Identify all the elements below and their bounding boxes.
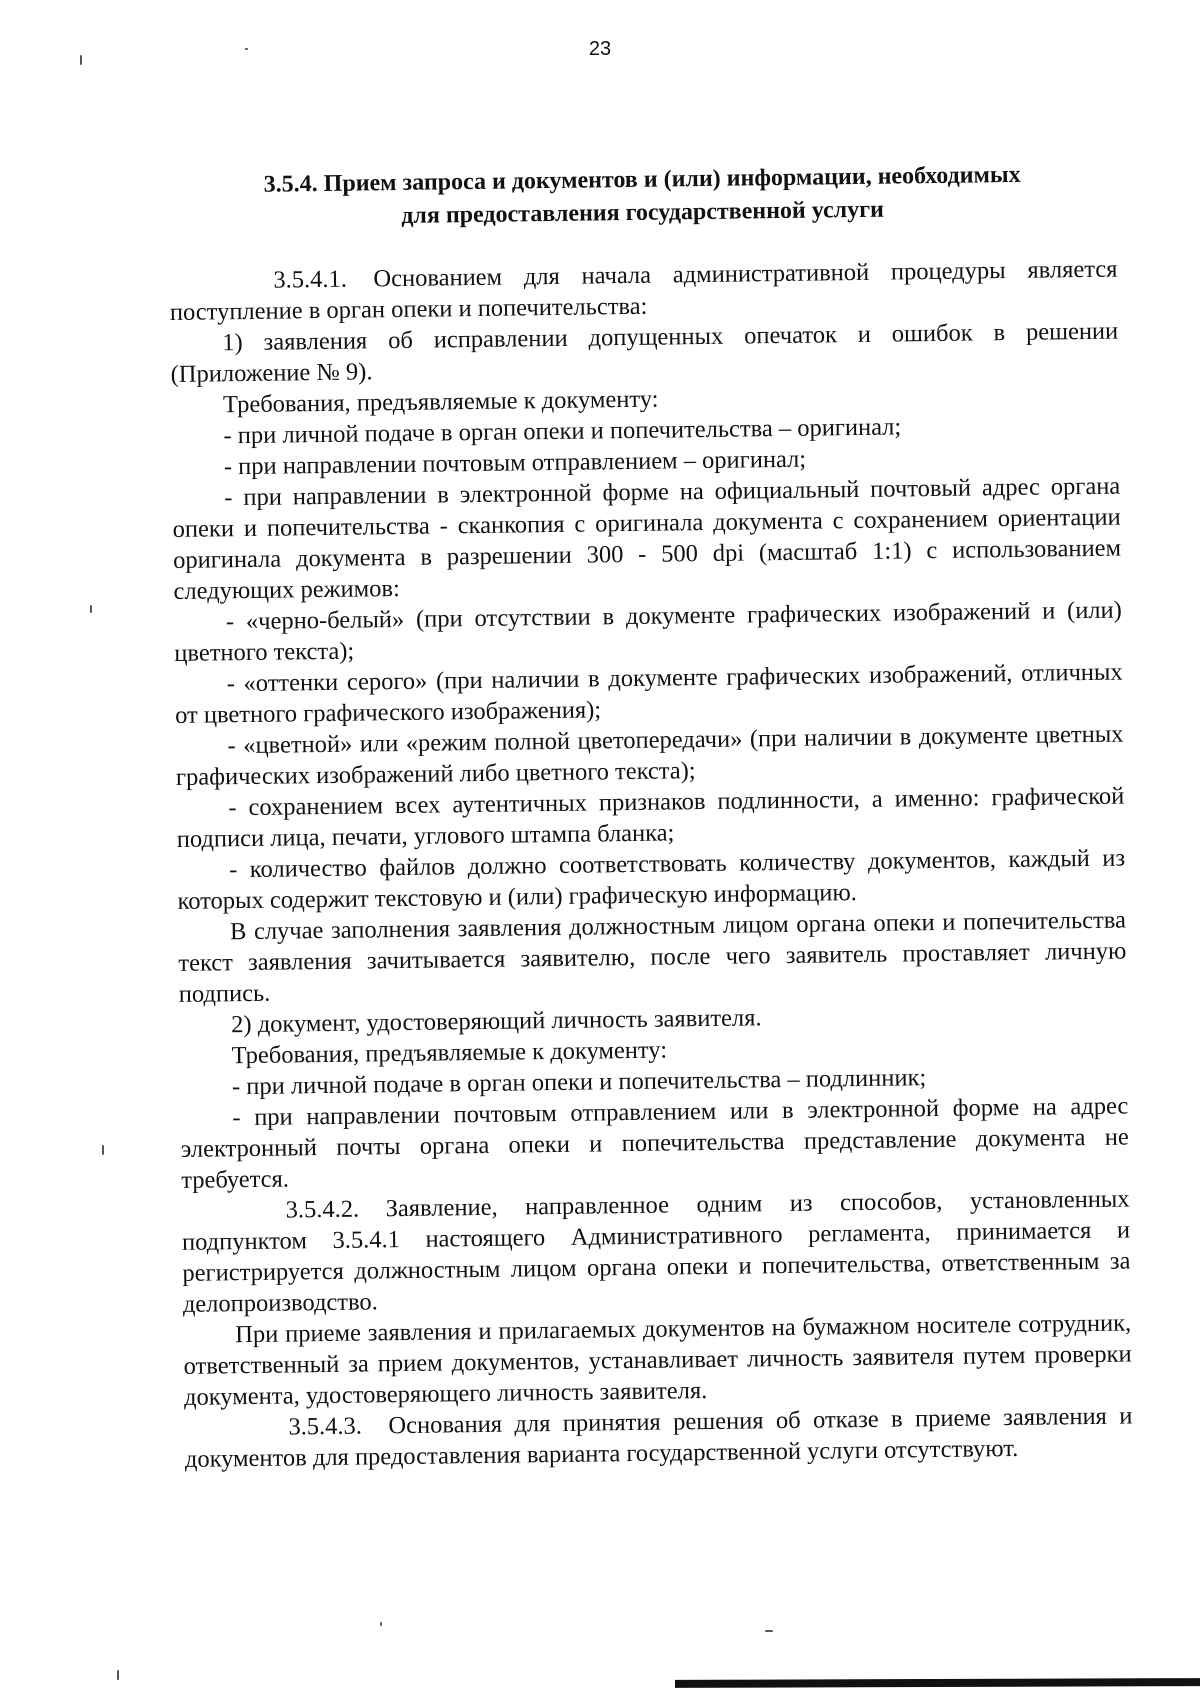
paragraph: - сохранением всех аутентичных признаков подлинности, а именно: графической подписи лица, печати, углового штампа бланка; — [176, 782, 1125, 853]
scan-speck — [90, 605, 92, 613]
paragraph: - при личной подаче в орган опеки и попечительства – оригинал; — [223, 413, 902, 450]
paragraph: 1) заявления об исправлении допущенных опечаток и ошибок в решении (Приложение № 9). — [170, 317, 1119, 388]
clause-number: 3.5.4.1. — [273, 265, 348, 294]
scan-speck — [102, 1145, 104, 1155]
scan-speck — [80, 55, 82, 65]
scan-speck — [245, 48, 248, 50]
scan-edge-line — [675, 1678, 1200, 1688]
paragraph: - количество файлов должно соответствовать количеству документов, каждый из которых содержит текстовую и (или) графическую информацию. — [177, 844, 1126, 915]
paragraph: - при направлении в электронной форме на официальный почтовый адрес органа опеки и попечительства - сканкопия с оригинала документа с сохранением ориентации оригинала документа в разрешении 300 - 500 dpi (масштаб 1:1) с использованием следующих режимов: — [172, 472, 1122, 605]
paragraph: - «черно-белый» (при отсутствии в документе графических изображений и (или) цветного текста); — [174, 596, 1123, 667]
paragraph-3-5-4-2 — [181, 1184, 1131, 1320]
paragraph-text: Заявление, направленное одним из способов, установленных подпунктом 3.5.4.1 настоящего Административного регламента, принимается и регистрируется должностным лицом органа опеки и попечительства, ответственным за делопроизводство. — [181, 1185, 1131, 1318]
section-heading-line-1: 3.5.4. Прием запроса и документов и (или) информации, необходимых — [263, 161, 1021, 198]
document-body — [168, 158, 1133, 1475]
paragraph: При приеме заявления и прилагаемых документов на бумажном носителе сотрудник, ответственный за прием документов, устанавливает личность заявителя путем проверки документа, удостоверяющего личность заявителя. — [183, 1309, 1132, 1411]
clause-number: 3.5.4.3. — [288, 1412, 363, 1441]
paragraph: Требования, предъявляемые к документу: — [222, 385, 659, 419]
section-heading — [168, 158, 1117, 236]
paragraph: - при направлении почтовым отправлением или в электронной форме на адрес электронный почты органа опеки и попечительства представление документа не требуется. — [180, 1092, 1129, 1194]
scan-speck — [765, 1630, 773, 1632]
scan-speck — [380, 1622, 382, 1626]
clause-number: 3.5.4.2. — [285, 1195, 360, 1224]
page-number: 23 — [588, 38, 612, 60]
paragraph-text: Основания для принятия решения об отказе в приеме заявления и документов для предоставления варианта государственной услуги отсутствуют. — [184, 1402, 1133, 1473]
section-heading-line-2: для предоставления государственной услуги — [401, 196, 885, 229]
paragraph: - при направлении почтовым отправлением – оригинал; — [223, 445, 807, 481]
paragraph: 2) документ, удостоверяющий личность заявителя. — [231, 1004, 762, 1039]
paragraph: - «оттенки серого» (при наличии в документе графических изображений, отличных от цветного графического изображения); — [174, 658, 1123, 729]
paragraph-3-5-4-3 — [184, 1400, 1133, 1474]
paragraph: В случае заполнения заявления должностным лицом органа опеки и попечительства текст заявления зачитывается заявителю, после чего заявитель проставляет личную подпись. — [178, 906, 1127, 1008]
paragraph: Требования, предъявляемые к документу: — [231, 1036, 668, 1070]
paragraph-text: Основанием для начала административной процедуры является поступление в орган опеки и попечительства: — [169, 255, 1118, 326]
paragraph: - при личной подаче в орган опеки и попечительства – подлинник; — [231, 1064, 927, 1101]
paragraph: - «цветной» или «режим полной цветопередачи» (при наличии в документе цветных графических изображений либо цветного текста); — [175, 720, 1124, 791]
scan-speck — [117, 1670, 119, 1680]
